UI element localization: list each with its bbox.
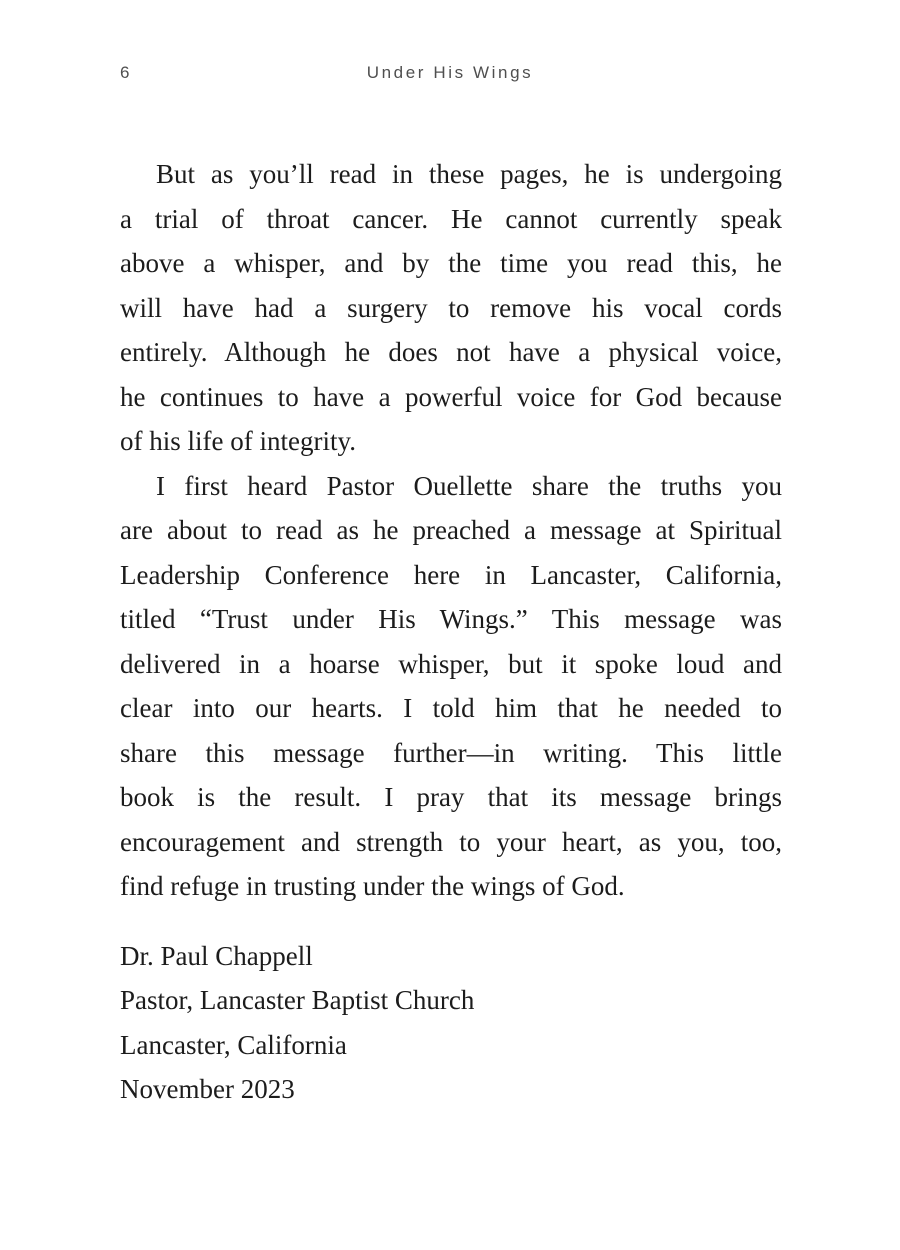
paragraphs-container [120,152,782,909]
text-line: titled “Trust under His Wings.” This message was [120,604,782,634]
paragraph [120,464,782,909]
text-line: encouragement and strength to your heart, as you, too, [120,826,782,857]
body-text [120,152,782,1112]
paragraph [120,152,782,464]
text-line: entirely. Although he does not have a physical voice, [120,337,782,367]
text-line: I first heard Pastor Ouellette share the truths you [156,470,782,501]
text-line: above a whisper, and by the time you read this, he [120,248,782,278]
text-line: But as you’ll read in these pages, he is undergoing [156,159,782,189]
text-line: clear into our hearts. I told him that he needed to [120,693,782,723]
text-line: of his life of integrity. [120,426,356,456]
signature-line: Lancaster, California [120,1029,347,1060]
text-line: will have had a surgery to remove his vocal cords [120,292,782,323]
text-line: book is the result. I pray that its message brings [120,782,782,812]
signature-line: Dr. Paul Chappell [120,940,313,971]
signature-block [120,934,782,1112]
page-header [120,63,780,87]
text-line: Leadership Conference here in Lancaster, California, [120,559,782,590]
signature-line: November 2023 [120,1074,295,1104]
text-line: delivered in a hoarse whisper, but it spoke loud and [120,648,782,679]
text-line: share this message further—in writing. This little [120,737,782,768]
text-line: he continues to have a powerful voice for God because [120,381,782,412]
text-line: find refuge in trusting under the wings of God. [120,871,625,901]
text-line: a trial of throat cancer. He cannot currently speak [120,203,782,234]
running-title: Under His Wings [366,63,534,82]
signature-line: Pastor, Lancaster Baptist Church [120,985,475,1015]
page-number: 6 [120,63,131,82]
text-line: are about to read as he preached a message at Spiritual [120,515,782,545]
